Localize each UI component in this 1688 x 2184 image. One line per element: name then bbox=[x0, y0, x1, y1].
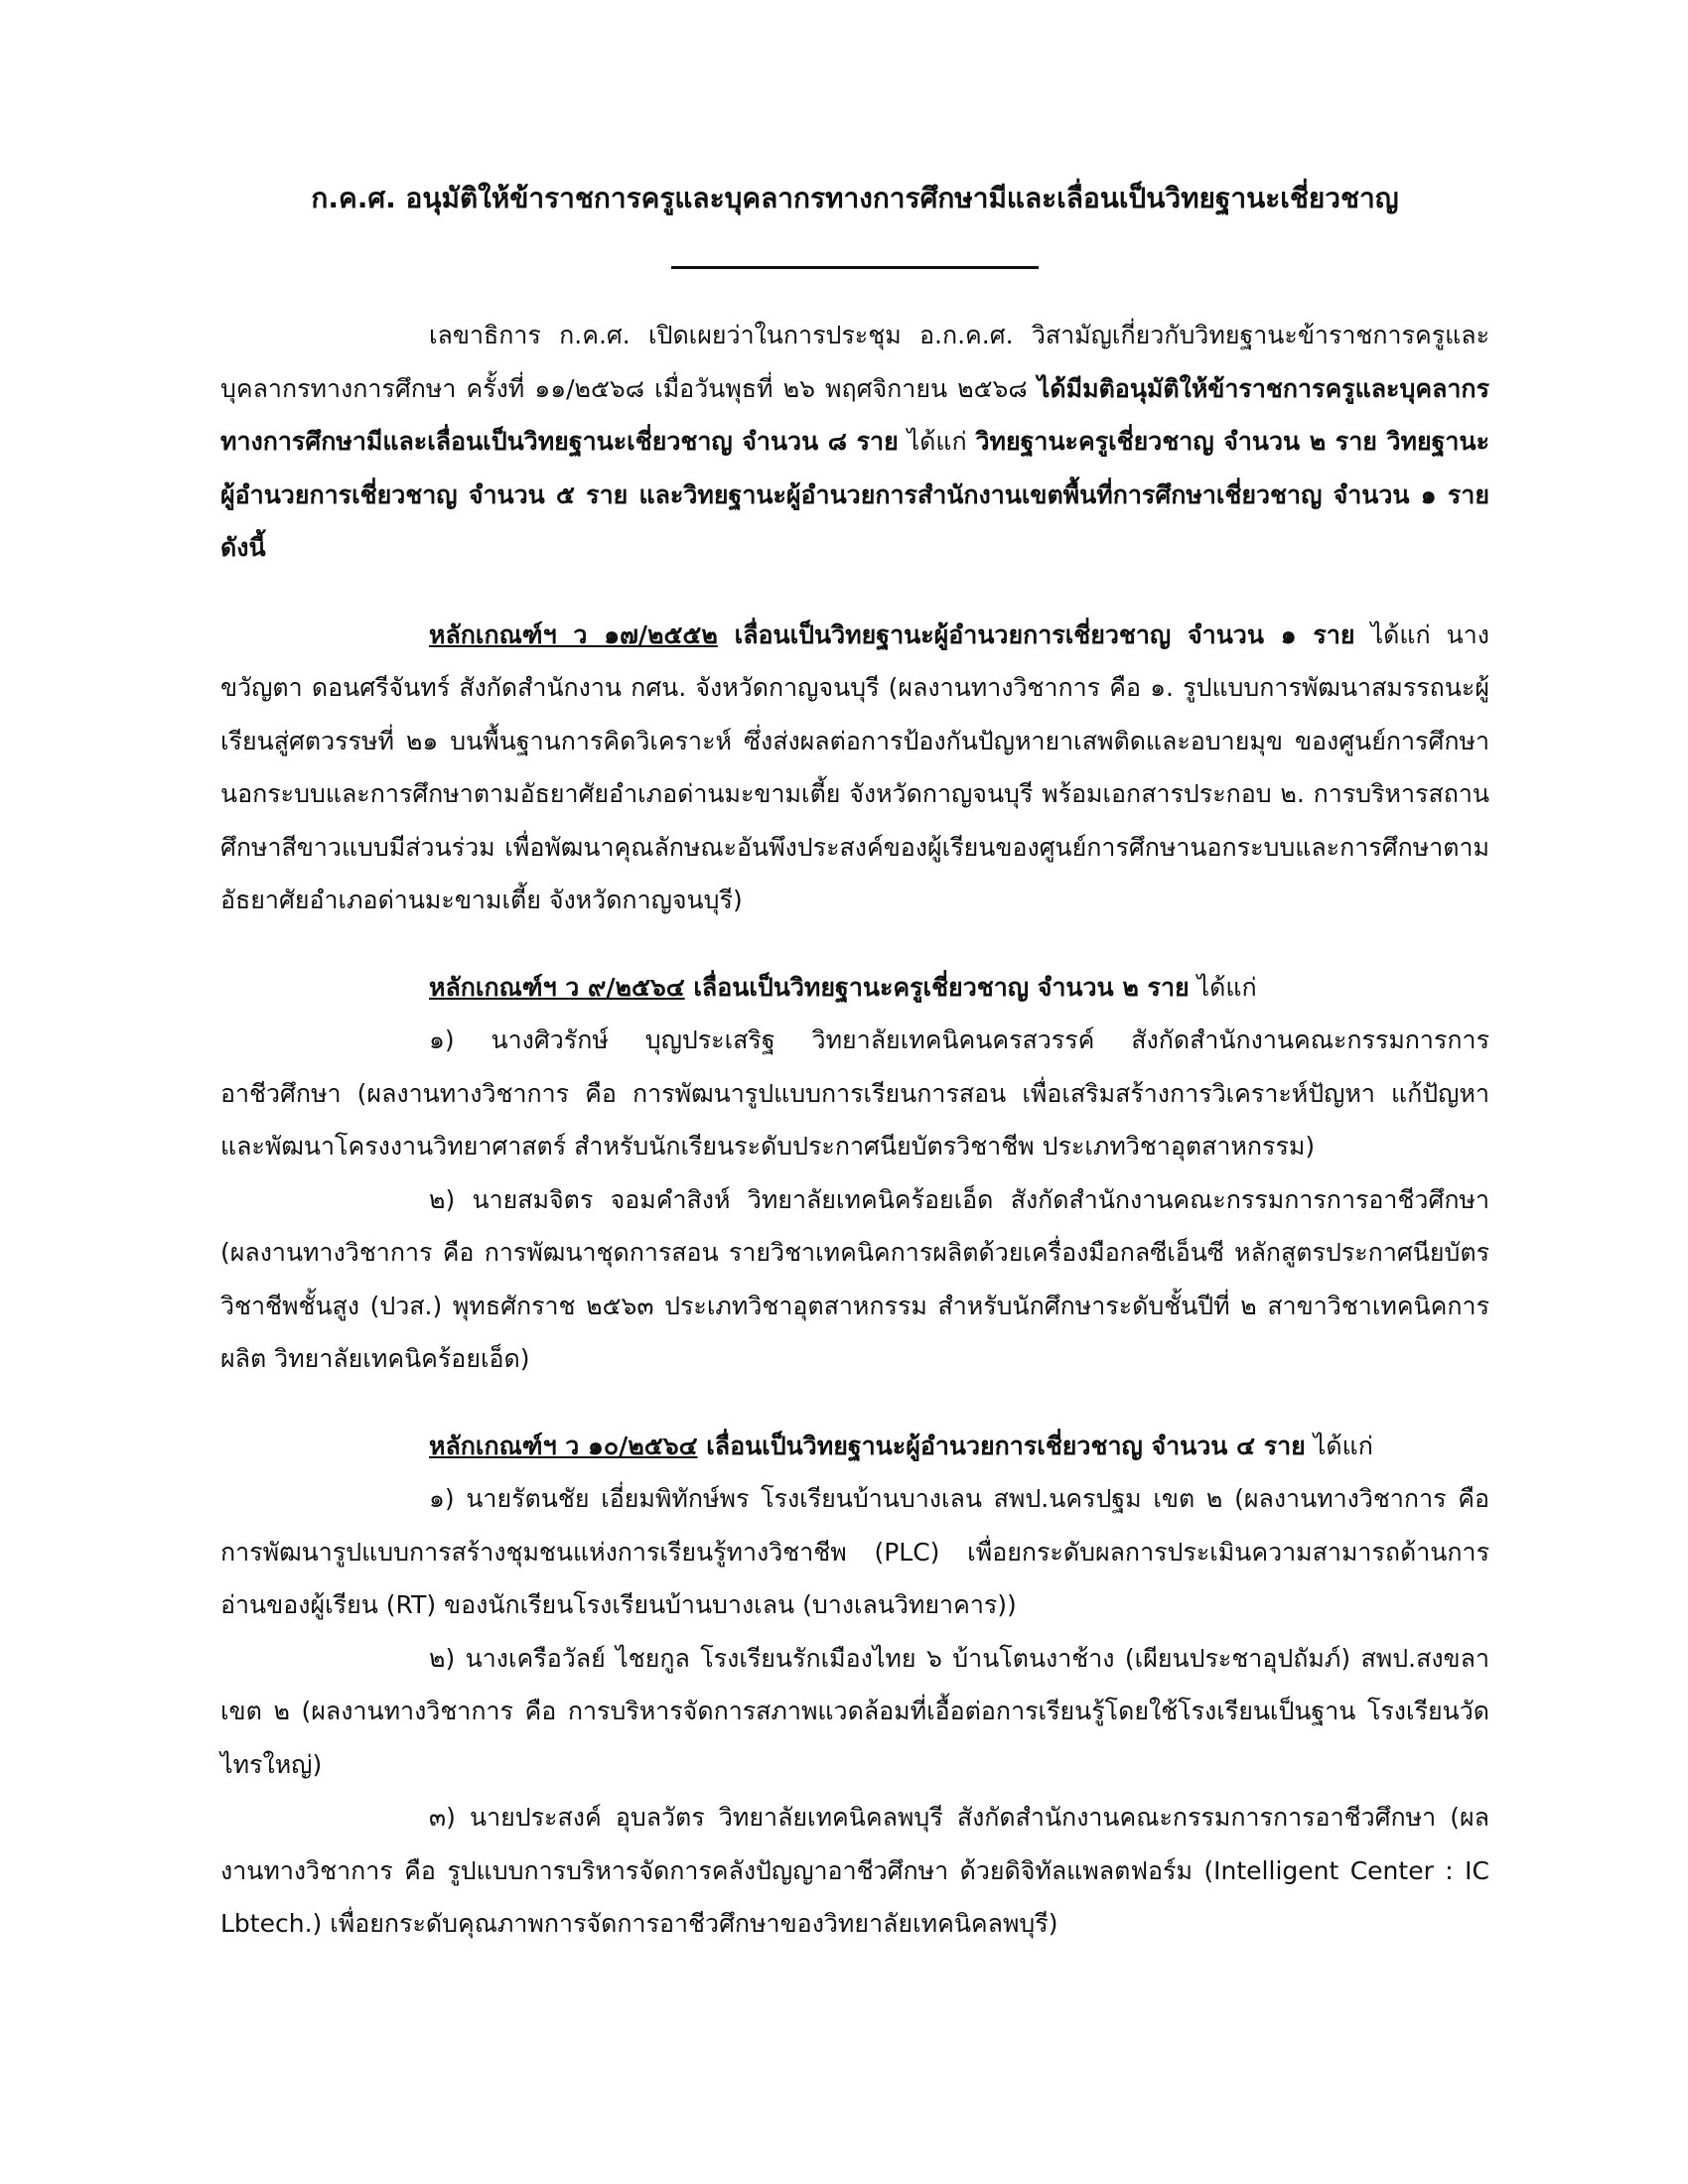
section-1-body: ได้แก่ นางขวัญตา ดอนศรีจันทร์ สังกัดสำนักงาน กศน. จังหวัดกาญจนบุรี (ผลงานทางวิชาการ คือ ๑. รูปแบบการพัฒนาสมรรถนะผู้เรียนสู่ศตวรรษที่ ๒๑ บนพื้นฐานการคิดวิเคราะห์ ซึ่งส่งผลต่อการป้องกันปัญหายาเสพติดและอบายมุข ของศูนย์การศึกษานอกระบบและการศึกษาตามอัธยาศัยอำเภอด่านมะขามเตี้ย จังหวัดกาญจนบุรี พร้อมเอกสารประกอบ ๒. การบริหารสถานศึกษาสีขาวแบบมีส่วนร่วม เพื่อพัฒนาคุณลักษณะอันพึงประสงค์ของผู้เรียนของศูนย์การศึกษานอกระบบและการศึกษาตามอัธยาศัยอำเภอด่านมะขามเตี้ย จังหวัดกาญจนบุรี) bbox=[220, 619, 1489, 914]
section-3-heading-rest: เลื่อนเป็นวิทยฐานะผู้อำนวยการเชี่ยวชาญ จำนวน ๔ ราย bbox=[697, 1431, 1306, 1460]
section-1-criteria: หลักเกณฑ์ฯ ว ๑๗/๒๕๕๒ bbox=[429, 619, 718, 649]
intro-text-2: ได้แก่ bbox=[898, 427, 976, 456]
section-2-heading-tail: ได้แก่ bbox=[1189, 972, 1257, 1002]
section-1-heading: เลื่อนเป็นวิทยฐานะผู้อำนวยการเชี่ยวชาญ จำนวน ๑ ราย bbox=[717, 619, 1355, 649]
section-3-criteria: หลักเกณฑ์ฯ ว ๑๐/๒๕๖๔ bbox=[429, 1431, 698, 1460]
document-title: ก.ค.ศ. อนุมัติให้ข้าราชการครูและบุคลากรทางการศึกษามีและเลื่อนเป็นวิทยฐานะเชี่ยวชาญ bbox=[311, 182, 1399, 214]
section-2-item-1: ๑) นางศิวรักษ์ บุญประเสริฐ วิทยาลัยเทคนิคนครสวรรค์ สังกัดสำนักงานคณะกรรมการการอาชีวศึกษา (ผลงานทางวิชาการ คือ การพัฒนารูปแบบการเรียนการสอน เพื่อเสริมสร้างการวิเคราะห์ปัญหา แก้ปัญหา และพัฒนาโครงงานวิทยาศาสตร์ สำหรับนักเรียนระดับประกาศนียบัตรวิชาชีพ ประเภทวิชาอุตสาหกรรม) bbox=[220, 1025, 1489, 1160]
section-2-criteria: หลักเกณฑ์ฯ ว ๙/๒๕๖๔ bbox=[429, 972, 685, 1002]
section-3-item-1: ๑) นายรัตนชัย เอี่ยมพิทักษ์พร โรงเรียนบ้านบางเลน สพป.นครปฐม เขต ๒ (ผลงานทางวิชาการ คือ การพัฒนารูปแบบการสร้างชุมชนแห่งการเรียนรู้ทางวิชาชีพ (PLC) เพื่อยกระดับผลการประเมินความสามารถด้านการอ่านของผู้เรียน (RT) ของนักเรียนโรงเรียนบ้านบางเลน (บางเลนวิทยาคาร)) bbox=[220, 1484, 1489, 1619]
section-2-item-2: ๒) นายสมจิตร จอมคำสิงห์ วิทยาลัยเทคนิคร้อยเอ็ด สังกัดสำนักงานคณะกรรมการการอาชีวศึกษา (ผลงานทางวิชาการ คือ การพัฒนาชุดการสอน รายวิชาเทคนิคการผลิตด้วยเครื่องมือกลซีเอ็นซี หลักสูตรประกาศนียบัตรวิชาชีพชั้นสูง (ปวส.) พุทธศักราช ๒๕๖๓ ประเภทวิชาอุตสาหกรรม สำหรับนักศึกษาระดับชั้นปีที่ ๒ สาขาวิชาเทคนิคการผลิต วิทยาลัยเทคนิคร้อยเอ็ด) bbox=[220, 1184, 1489, 1373]
section-3-heading-tail: ได้แก่ bbox=[1305, 1431, 1373, 1460]
intro-bold-2: วิทยฐานะครูเชี่ยวชาญ จำนวน ๒ ราย วิทยฐานะผู้อำนวยการเชี่ยวชาญ จำนวน ๕ ราย และวิทยฐานะผู้อำนวยการสำนักงานเขตพื้นที่การศึกษาเชี่ยวชาญ จำนวน ๑ ราย ดังนี้ bbox=[220, 427, 1489, 562]
intro-text-1: เลขาธิการ ก.ค.ศ. เปิดเผยว่าในการประชุม อ.ก.ค.ศ. วิสามัญเกี่ยวกับวิทยฐานะข้าราชการครูและบุคลากรทางการศึกษา ครั้งที่ ๑๑/๒๕๖๘ เมื่อวันพุธที่ ๒๖ พฤศจิกายน ๒๕๖๘ bbox=[220, 321, 1489, 403]
intro-bold-1: ได้มีมติอนุมัติให้ข้าราชการครูและบุคลากรทางการศึกษามีและเลื่อนเป็นวิทยฐานะเชี่ยวชาญ จำนวน ๘ ราย bbox=[220, 373, 1489, 456]
section-3-item-3: ๓) นายประสงค์ อุบลวัตร วิทยาลัยเทคนิคลพบุรี สังกัดสำนักงานคณะกรรมการการอาชีวศึกษา (ผลงานทางวิชาการ คือ รูปแบบการบริหารจัดการคลังปัญญาอาชีวศึกษา ด้วยดิจิทัลแพลตฟอร์ม (Intelligent Center : IC Lbtech.) เพื่อยกระดับคุณภาพการจัดการอาชีวศึกษาของวิทยาลัยเทคนิคลพบุรี) bbox=[220, 1803, 1489, 1938]
section-2-heading-rest: เลื่อนเป็นวิทยฐานะครูเชี่ยวชาญ จำนวน ๒ ราย bbox=[684, 972, 1190, 1002]
section-3-heading bbox=[220, 1420, 1489, 1473]
section-3-item-2: ๒) นางเครือวัลย์ ไชยกูล โรงเรียนรักเมืองไทย ๖ บ้านโตนงาช้าง (เผียนประชาอุปถัมภ์) สพป.สงขลา เขต ๒ (ผลงานทางวิชาการ คือ การบริหารจัดการสภาพแวดล้อมที่เอื้อต่อการเรียนรู้โดยใช้โรงเรียนเป็นฐาน โรงเรียนวัดไทรใหญ่) bbox=[220, 1643, 1489, 1779]
intro-paragraph bbox=[220, 309, 1489, 575]
title-underline-rule bbox=[671, 266, 1039, 269]
section-1-paragraph bbox=[220, 609, 1489, 927]
section-2-heading bbox=[220, 961, 1489, 1015]
